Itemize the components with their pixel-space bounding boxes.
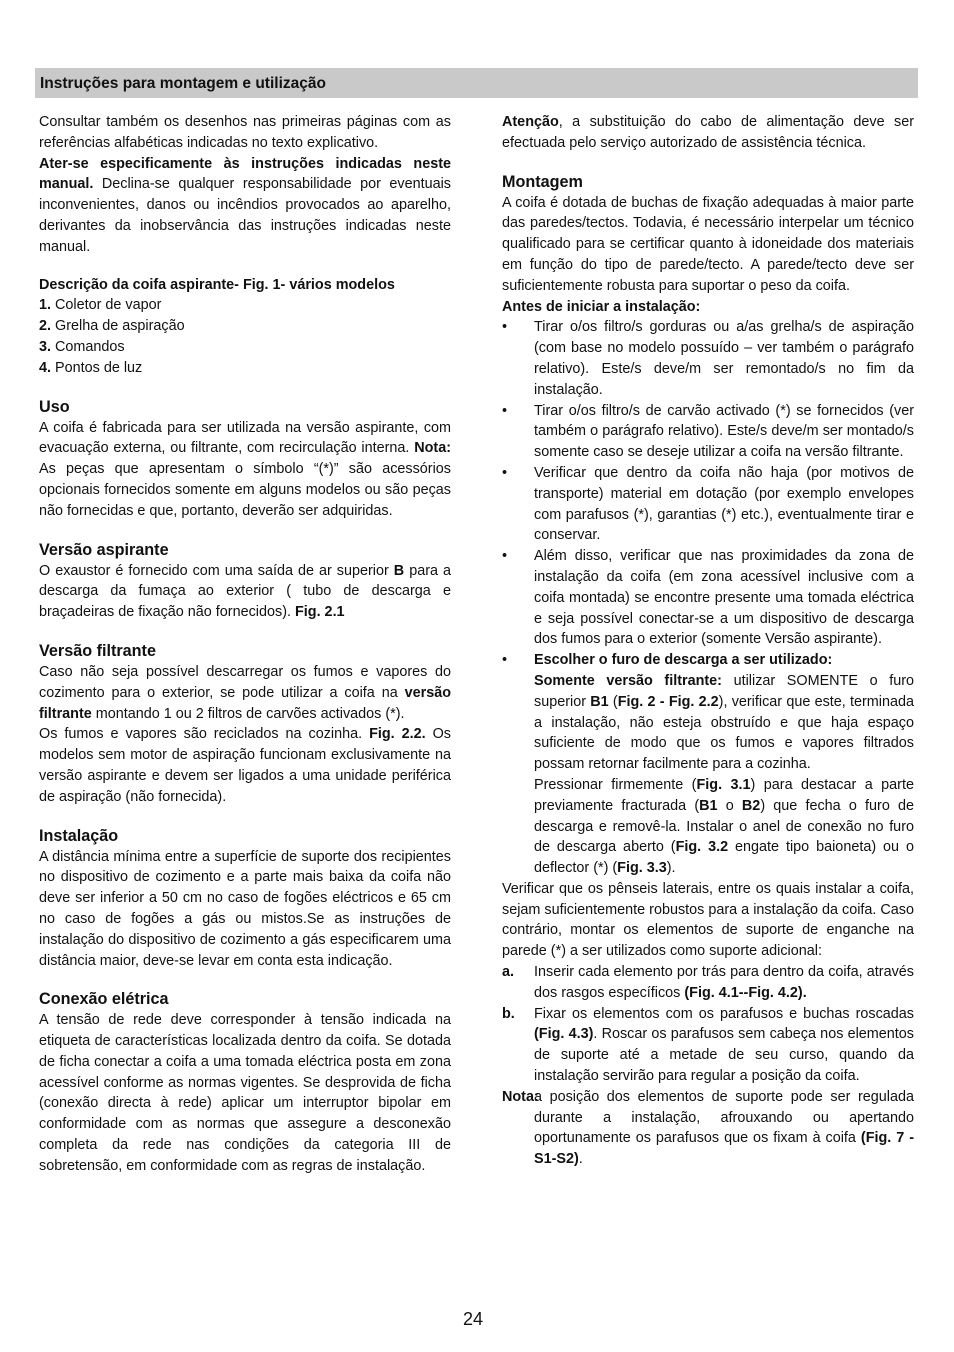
list-item: • Escolher o furo de descarga a ser utilizado: [502,652,833,669]
instalacao-heading: Instalação [39,826,119,845]
versao-aspirante-heading: Versão aspirante [39,540,169,559]
list-item: • Verificar que dentro da coifa não haja (por motivos de transporte) material em dotação (por exemplo envelopes com parafusos (*), garantias (*) etc.), eventualmente tirar e conservar. [502,464,914,544]
left-column [39,112,451,1177]
versao-filtrante-paragraph-2: Os fumos e vapores são reciclados na cozinha. Fig. 2.2. Os modelos sem motor de aspiração funcionam exclusivamente na versão aspirante e devem ser ligados a uma unidade periférica de aspiração (não fornecida). [39,726,451,805]
list-item: • Além disso, verificar que nas proximidades da zona de instalação da coifa (em zona acessível inclusive com a coifa montada) se encontre presente uma tomada eléctrica e seja possível conectar-se a um dispositivo de descarga dos fumos para o exterior (somente Versão aspirante). [502,548,914,648]
montagem-heading: Montagem [502,172,583,191]
versao-aspirante-paragraph: O exaustor é fornecido com uma saída de ar superior B para a descarga da fumaça ao exterior ( tubo de descarga e braçadeiras de fixação não fornecidos). Fig. 2.1 [39,562,451,621]
nota-paragraph: Nota: a posição dos elementos de suporte pode ser regulada durante a instalação, afrouxando ou apertando oportunamente os parafusos que os fixam à coifa (Fig. 7 - S1-S2). [502,1088,914,1168]
uso-paragraph: A coifa é fabricada para ser utilizada na versão aspirante, com evacuação externa, ou filtrante, com recirculação interna. Nota: As peças que apresentam o símbolo “(*)” são acessórios opcionais fornecidos somente em alguns modelos ou são peças não fornecidas e que, portanto, deverão ser adquiridas. [39,419,451,519]
right-column [502,112,914,1170]
disclaimer-paragraph: Ater-se especificamente às instruções indicadas neste manual. Declina-se qualquer responsabilidade por eventuais inconvenientes, danos ou incêndios provocados ao aparelho, derivantes da inobservância das instruções indicadas neste manual. [39,155,451,255]
list-item: • Tirar o/os filtro/s de carvão activado (*) se fornecidos (ver também o parágrafo relativo). Este/s deve/m ser montado/s somente caso se deseje utilizar a coifa na versão filtrante. [502,402,914,461]
conexao-eletrica-heading: Conexão elétrica [39,990,169,1009]
section-title: Instruções para montagem e utilização [40,75,326,92]
section-header-bar [35,68,918,98]
step-a: a. Inserir cada elemento por trás para dentro da coifa, através dos rasgos específicos (Fig. 4.1--Fig. 4.2). [502,964,914,1001]
atencao-paragraph: Atenção, a substituição do cabo de alimentação deve ser efectuada pelo serviço autorizado de assistência técnica. [502,114,914,151]
list-item: 3. Comandos [39,338,125,355]
intro-paragraph: Consultar também os desenhos nas primeiras páginas com as referências alfabéticas indicadas no texto explicativo. [39,114,451,151]
conexao-eletrica-paragraph: A tensão de rede deve corresponder à tensão indicada na etiqueta de características localizada dentro da coifa. Se dotada de ficha conectar a coifa a uma tomada eléctrica posta em zona acessível conforme as normas vigentes. Se desprovida de ficha (conexão directa à rede) aplicar um interruptor bipolar em conformidade com as normas que assegure a desconexão completa da rede nas condições da categoria III de sobretensão, em conformidade com as regras de instalação. [39,1012,451,1174]
instalacao-paragraph: A distância mínima entre a superfície de suporte dos recipientes no dispositivo de cozimento e a parte mais baixa da coifa não deve ser inferior a 50 cm no caso de fogões eléctricos e 65 cm no caso de fogões a gás ou mistos.Se as instruções de instalação do dispositivo de cozimento a gás especificarem uma distância maior, deve-se levar em conta esta indicação. [39,848,451,969]
versao-filtrante-paragraph: Caso não seja possível descarregar os fumos e vapores do cozimento para o exterior, se pode utilizar a coifa na versão filtrante montando 1 ou 2 filtros de carvões activados (*). [39,663,451,722]
pressionar-paragraph: Pressionar firmemente (Fig. 3.1) para destacar a parte previamente fracturada (B1 o B2) que fecha o furo de descarga e removê-la. Instalar o anel de conexão no furo de descarga aberto (Fig. 3.2 engate tipo baioneta) ou o deflector (*) (Fig. 3.3). [534,776,915,877]
step-b: b. Fixar os elementos com os parafusos e buchas roscadas (Fig. 4.3). Roscar os parafusos sem cabeça nos elementos de suporte até a metade de seu curso, quando da instalação servirão para regular a posição da coifa. [502,1005,914,1085]
uso-heading: Uso [39,397,70,416]
somente-filtrante-paragraph: Somente versão filtrante: utilizar SOMENTE o furo superior B1 (Fig. 2 - Fig. 2.2), verificar que este, terminada a instalação, não esteja obstruído e que haja espaço suficiente de modo que os fumos e vapores filtrados possam retornar facilmente para a cozinha. [534,672,915,773]
preparation-list [502,317,914,671]
list-item: 4. Pontos de luz [39,359,143,376]
list-item: 1. Coletor de vapor [39,297,162,314]
list-item: 2. Grelha de aspiração [39,318,185,335]
antes-heading: Antes de iniciar a instalação: [502,298,701,315]
page-number: 24 [463,1309,484,1329]
versao-filtrante-heading: Versão filtrante [39,641,156,660]
verificar-paragraph: Verificar que os pênseis laterais, entre os quais instalar a coifa, sejam suficientemente robustos para a instalação da coifa. Caso contrário, montar os elementos de suporte de enganche na parede (*) a ser utilizados como suporte adicional: [502,880,914,960]
description-heading: Descrição da coifa aspirante- Fig. 1- vários modelos [39,276,395,293]
list-item: • Tirar o/os filtro/s gorduras ou a/as grelha/s de aspiração (com base no modelo possuído – ver também o parágrafo relativo). Este/s deve/m ser remontado/s no fim da instalação. [502,319,914,398]
montagem-paragraph: A coifa é dotada de buchas de fixação adequadas à maior parte das paredes/tectos. Todavia, é necessário interpelar um técnico qualificado para se certificar quanto à idoneidade dos materiais em função do tipo de parede/tecto. A parede/tecto deve ser suficientemente robusta para suportar o peso da coifa. [502,194,914,294]
